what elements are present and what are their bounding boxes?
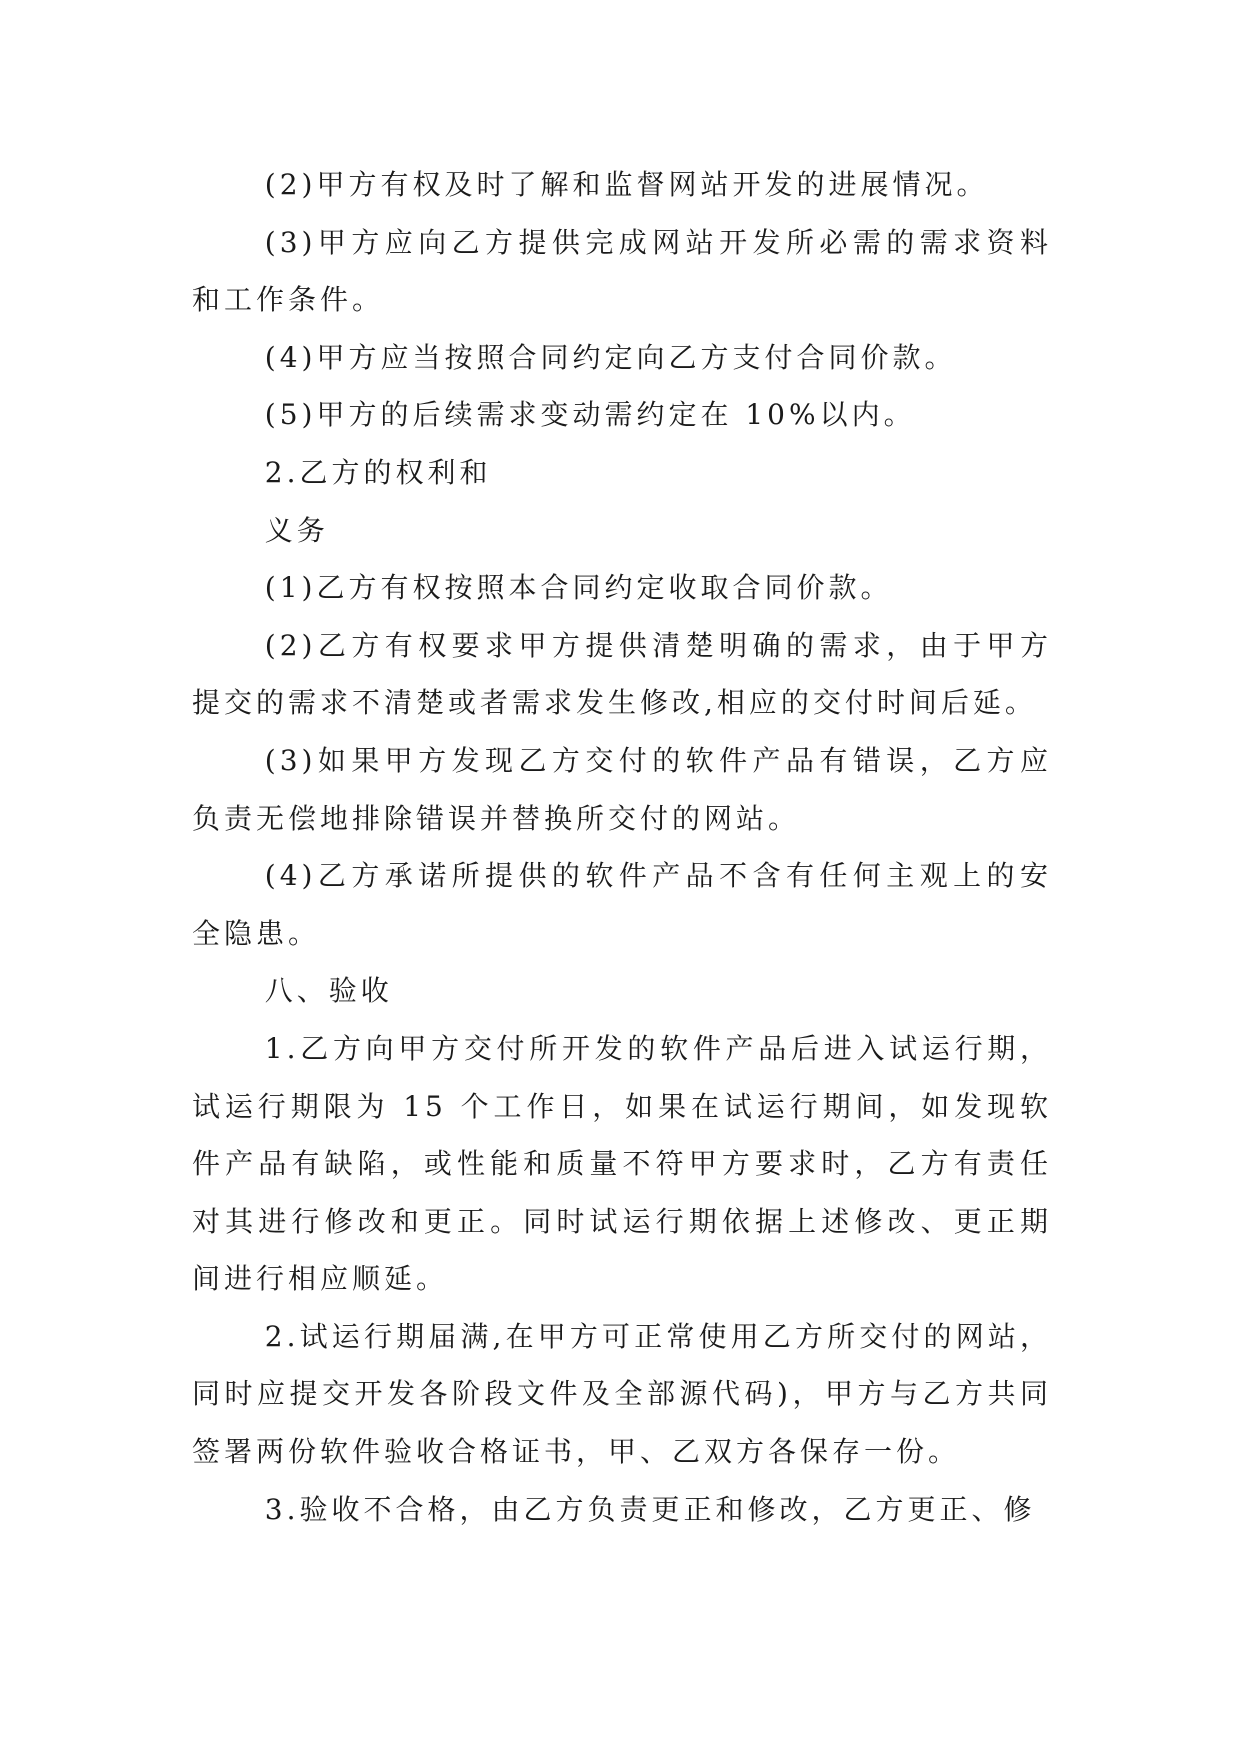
paragraph-acceptance-failed: 3.验收不合格，由乙方负责更正和修改，乙方更正、修 — [264, 1492, 1036, 1526]
paragraph-party-a-change-limit: (5)甲方的后续需求变动需约定在 10%以内。 — [264, 398, 916, 432]
paragraph-party-a-right-supervise: (2)甲方有权及时了解和监督网站开发的进展情况。 — [264, 168, 989, 201]
paragraph-party-b-clear-requirements: (2)乙方有权要求甲方提供清楚明确的需求，由于甲方提交的需求不清楚或者需求发生修改,相应的交付时间后延。 — [192, 628, 1052, 720]
paragraph-acceptance-trial-run: 1.乙方向甲方交付所开发的软件产品后进入试运行期，试运行期限为 15 个工作日，如果在试运行期间，如发现软件产品有缺陷，或性能和质量不符甲方要求时，乙方有责任对其进行修改和更正。同时试运行期依据上述修改、更正期间进行相应顺延。 — [192, 1031, 1052, 1296]
section-heading-obligations: 义务 — [264, 513, 329, 547]
section-heading-party-b-rights: 2.乙方的权利和 — [264, 455, 492, 489]
paragraph-acceptance-certificate: 2.试运行期届满,在甲方可正常使用乙方所交付的网站，同时应提交开发各阶段文件及全部源代码)，甲方与乙方共同签署两份软件验收合格证书，甲、乙双方各保存一份。 — [192, 1319, 1052, 1469]
paragraph-party-a-provide-materials: (3)甲方应向乙方提供完成网站开发所必需的需求资料和工作条件。 — [192, 225, 1052, 317]
paragraph-party-a-pay: (4)甲方应当按照合同约定向乙方支付合同价款。 — [264, 340, 957, 374]
section-heading-acceptance: 八、验收 — [264, 974, 393, 1008]
document-body — [192, 156, 1052, 1538]
paragraph-party-b-collect-price: (1)乙方有权按照本合同约定收取合同价款。 — [264, 571, 893, 605]
paragraph-party-b-security-promise: (4)乙方承诺所提供的软件产品不含有任何主观上的安全隐患。 — [192, 859, 1052, 950]
paragraph-party-b-fix-errors: (3)如果甲方发现乙方交付的软件产品有错误，乙方应负责无偿地排除错误并替换所交付的网站。 — [192, 743, 1052, 835]
